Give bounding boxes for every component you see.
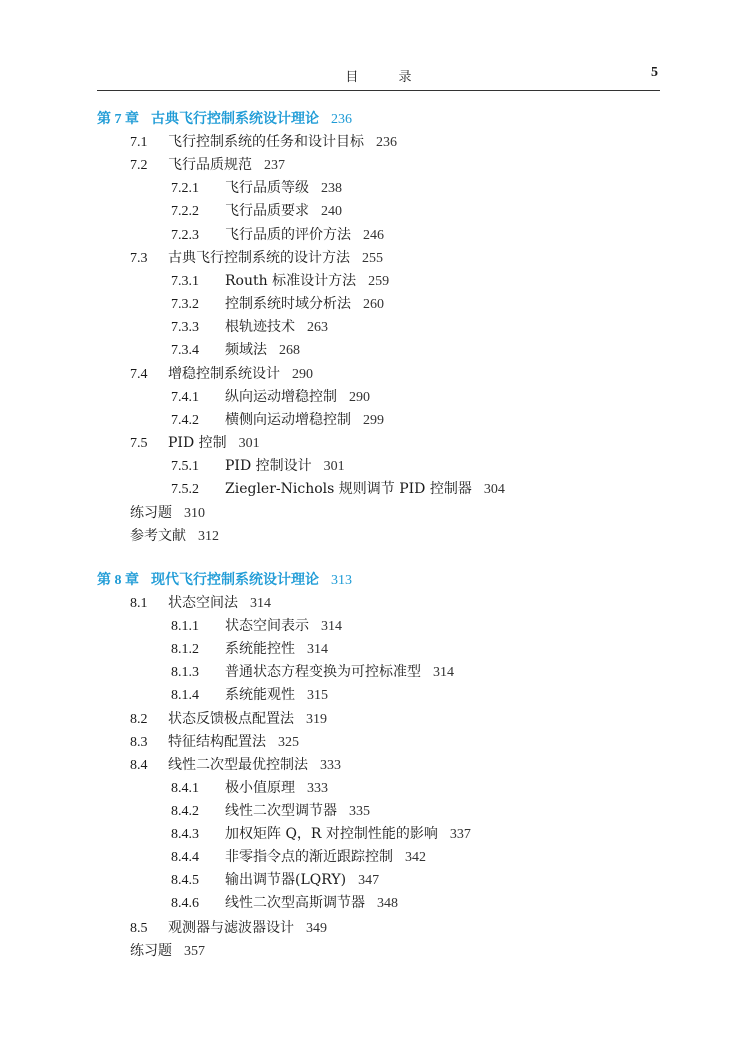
toc-number: 8.4	[130, 758, 148, 773]
running-title: 目 录	[345, 70, 430, 85]
toc-title: 古典飞行控制系统设计理论	[151, 111, 319, 127]
toc-entry[interactable]	[130, 502, 205, 525]
toc-title: 状态空间表示	[225, 618, 309, 634]
toc-title: 控制系统时域分析法	[225, 296, 351, 312]
toc-entry[interactable]	[130, 592, 271, 615]
toc-page-number: 301	[238, 436, 260, 451]
toc-entry[interactable]	[171, 339, 300, 362]
toc-title: Routh 标准设计方法	[225, 273, 357, 289]
toc-title: 飞行品质规范	[168, 157, 252, 173]
toc-number: 7.3.1	[171, 274, 199, 289]
toc-number: 8.1.1	[171, 619, 199, 634]
toc-number: 8.1	[130, 596, 148, 611]
toc-entry[interactable]	[171, 823, 471, 846]
page-number: 5	[651, 65, 658, 80]
toc-entry[interactable]	[130, 754, 341, 777]
toc-page-number: 333	[307, 781, 328, 796]
toc-title: 飞行控制系统的任务和设计目标	[168, 134, 364, 150]
toc-page-number: 314	[321, 619, 342, 634]
toc-title: 状态空间法	[168, 595, 238, 611]
toc-number: 7.3.4	[171, 343, 199, 358]
toc-title: 非零指令点的渐近跟踪控制	[225, 849, 393, 865]
toc-number: 7.4	[130, 367, 148, 382]
toc-title: 参考文献	[130, 528, 186, 544]
toc-page-number: 304	[483, 482, 505, 497]
toc-number: 7.3.2	[171, 297, 199, 312]
toc-number: 8.3	[130, 735, 148, 750]
toc-entry[interactable]	[171, 615, 342, 638]
toc-page-number: 240	[321, 204, 342, 219]
toc-entry[interactable]	[130, 731, 299, 754]
toc-title: Ziegler-Nichols 规则调节 PID 控制器	[225, 481, 472, 497]
toc-title: 频域法	[225, 342, 267, 358]
toc-entry[interactable]	[171, 846, 426, 869]
toc-number: 第 8 章	[97, 573, 139, 588]
toc-title: 普通状态方程变换为可控标准型	[225, 664, 421, 680]
toc-title: 加权矩阵 Q，R 对控制性能的影响	[225, 826, 438, 842]
toc-number: 8.1.2	[171, 642, 199, 657]
toc-page-number: 314	[307, 642, 328, 657]
toc-number: 7.4.2	[171, 413, 199, 428]
toc-page-number: 333	[320, 758, 341, 773]
toc-number: 7.5.2	[171, 482, 199, 497]
toc-entry[interactable]	[130, 708, 327, 731]
toc-number: 8.1.3	[171, 665, 199, 680]
toc-title: PID 控制设计	[225, 458, 312, 474]
toc-title: 系统能控性	[225, 641, 295, 657]
toc-entry[interactable]	[130, 363, 313, 386]
toc-title: 飞行品质等级	[225, 180, 309, 196]
toc-entry[interactable]	[171, 224, 384, 247]
toc-title: 观测器与滤波器设计	[168, 920, 294, 936]
toc-entry[interactable]	[171, 478, 505, 501]
toc-chapter[interactable]	[97, 108, 352, 131]
toc-entry[interactable]	[130, 917, 327, 940]
toc-page-number: 319	[306, 712, 327, 727]
toc-entry[interactable]	[130, 940, 205, 963]
toc-number: 8.1.4	[171, 688, 199, 703]
toc-page-number: 246	[363, 228, 384, 243]
toc-page-number: 238	[321, 181, 342, 196]
toc-chapter[interactable]	[97, 569, 352, 592]
toc-number: 8.4.1	[171, 781, 199, 796]
toc-number: 7.2.1	[171, 181, 199, 196]
toc-entry[interactable]	[171, 386, 370, 409]
toc-entry[interactable]	[171, 177, 342, 200]
toc-number: 7.5	[130, 436, 148, 451]
toc-page-number: 260	[363, 297, 384, 312]
toc-number: 8.4.5	[171, 873, 199, 888]
toc-title: 极小值原理	[225, 780, 295, 796]
toc-page-number: 312	[198, 529, 219, 544]
toc-entry[interactable]	[171, 409, 384, 432]
toc-page-number: 310	[184, 506, 205, 521]
toc-page-number: 255	[362, 251, 383, 266]
toc-title: 根轨迹技术	[225, 319, 295, 335]
toc-entry[interactable]	[171, 455, 345, 478]
toc-title: 状态反馈极点配置法	[168, 711, 294, 727]
toc-page-number: 342	[405, 850, 426, 865]
toc-page-number: 299	[363, 413, 384, 428]
toc-page-number: 263	[307, 320, 328, 335]
toc-number: 7.5.1	[171, 459, 199, 474]
toc-entry[interactable]	[130, 154, 285, 177]
toc-title: 线性二次型最优控制法	[168, 757, 308, 773]
toc-page-number: 348	[377, 896, 398, 911]
toc-number: 8.2	[130, 712, 148, 727]
toc-entry[interactable]	[171, 638, 328, 661]
toc-page-number: 335	[349, 804, 370, 819]
toc-number: 7.2.2	[171, 204, 199, 219]
toc-page-number: 357	[184, 944, 205, 959]
toc-title: 输出调节器(LQRY)	[225, 872, 347, 888]
toc-page-number: 315	[307, 688, 328, 703]
toc-page-number: 236	[376, 135, 397, 150]
page-header	[97, 62, 660, 91]
toc-entry[interactable]	[171, 661, 454, 684]
toc-number: 8.4.4	[171, 850, 199, 865]
toc-title: 纵向运动增稳控制	[225, 389, 337, 405]
toc-number: 7.2	[130, 158, 148, 173]
toc-entry[interactable]	[130, 525, 219, 548]
toc-title: 练习题	[130, 943, 172, 959]
toc-page-number: 301	[323, 459, 345, 474]
toc-title: 线性二次型高斯调节器	[225, 895, 365, 911]
toc-entry[interactable]	[130, 131, 397, 154]
toc-page-number: 314	[433, 665, 454, 680]
toc-page-number: 325	[278, 735, 299, 750]
toc-entry[interactable]	[171, 684, 328, 707]
toc-number: 8.4.2	[171, 804, 199, 819]
toc-number: 7.3.3	[171, 320, 199, 335]
toc-title: 横侧向运动增稳控制	[225, 412, 351, 428]
toc-page-number: 259	[368, 274, 390, 289]
toc-title: 特征结构配置法	[168, 734, 266, 750]
toc-entry[interactable]	[171, 800, 370, 823]
toc-entry[interactable]	[171, 200, 342, 223]
toc-page-number: 290	[292, 367, 313, 382]
toc-page-number: 347	[358, 873, 380, 888]
toc-page-number: 337	[449, 827, 471, 842]
toc-title: 线性二次型调节器	[225, 803, 337, 819]
toc-page-number: 314	[250, 596, 271, 611]
toc-entry[interactable]	[171, 869, 379, 892]
toc-number: 7.2.3	[171, 228, 199, 243]
toc-number: 8.5	[130, 921, 148, 936]
toc-title: 飞行品质的评价方法	[225, 227, 351, 243]
toc-entry[interactable]	[171, 892, 398, 915]
toc-page-number: 313	[331, 573, 352, 588]
toc-number: 7.4.1	[171, 390, 199, 405]
toc-entry[interactable]	[171, 316, 328, 339]
toc-number: 8.4.6	[171, 896, 199, 911]
toc-entry[interactable]	[171, 777, 328, 800]
toc-entry[interactable]	[171, 293, 384, 316]
toc-number: 8.4.3	[171, 827, 199, 842]
toc-number: 第 7 章	[97, 112, 139, 127]
toc-page-number: 290	[349, 390, 370, 405]
toc-page-number: 236	[331, 112, 352, 127]
toc-title: 现代飞行控制系统设计理论	[151, 572, 319, 588]
toc-title: 古典飞行控制系统的设计方法	[168, 250, 350, 266]
toc-entry[interactable]	[171, 270, 389, 293]
toc-number: 7.1	[130, 135, 148, 150]
toc-title: PID 控制	[168, 435, 227, 451]
toc-page-number: 268	[279, 343, 300, 358]
toc-page-number: 349	[306, 921, 327, 936]
toc-page-number: 237	[264, 158, 285, 173]
toc-entry[interactable]	[130, 247, 383, 270]
toc-title: 练习题	[130, 505, 172, 521]
toc-entry[interactable]	[130, 432, 260, 455]
toc-title: 系统能观性	[225, 687, 295, 703]
toc-title: 飞行品质要求	[225, 203, 309, 219]
toc-title: 增稳控制系统设计	[168, 366, 280, 382]
toc-number: 7.3	[130, 251, 148, 266]
